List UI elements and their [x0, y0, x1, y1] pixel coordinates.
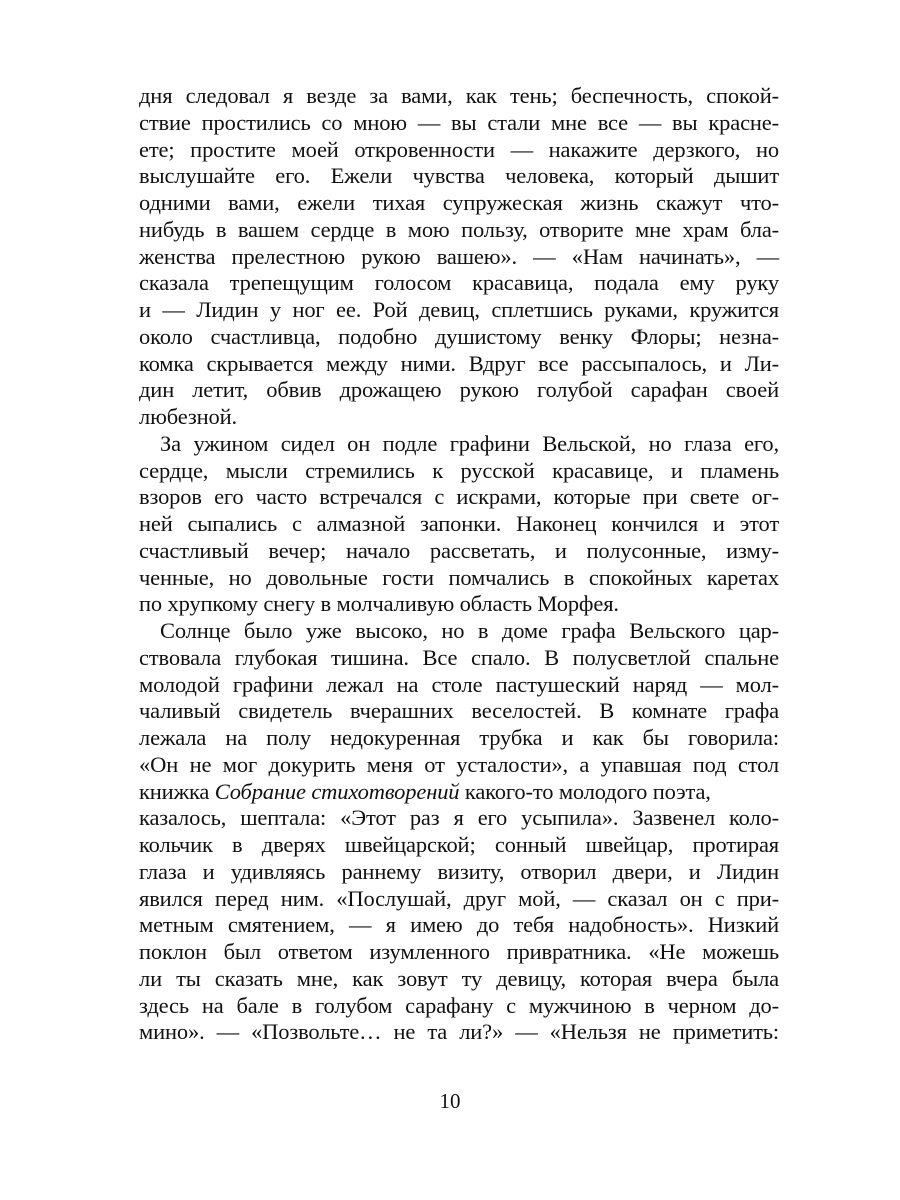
text-segment: книжка [139, 778, 215, 804]
text-line: около счастливца, подобно душистому венку Флоры; незна- [139, 323, 779, 349]
text-line: счастливый вечер; начало рассветать, и полусонные, изму- [139, 537, 779, 563]
text-line: женства прелестною рукою вашею». — «Нам начинать», — [139, 243, 779, 269]
text-line: ченные, но довольные гости помчались в спокойных каретах [139, 564, 779, 590]
text-line: дин летит, обвив дрожащею рукою голубой сарафан своей [139, 377, 779, 403]
text-line: ли ты сказать мне, как зовут ту девицу, которая вчера была [139, 965, 779, 991]
paragraph-first-line: За ужином сидел он подле графини Вельской, но глаза его, [160, 430, 779, 456]
text-line: сердце, мысли стремились к русской красавице, и пламень [139, 457, 779, 483]
text-line: «Он не мог докурить меня от усталости», а упавшая под стол [139, 751, 779, 777]
paragraph-last-line: любезной. [139, 404, 237, 429]
italic-book-title: Собрание стихотворений [214, 778, 460, 804]
text-line: мино». — «Позвольте… не та ли?» — «Нельзя не приметить: [139, 1019, 779, 1045]
page-number: 10 [439, 1089, 461, 1113]
text-line: сказала трепещущим голосом красавица, подала ему руку [139, 270, 779, 296]
text-line: поклон был ответом изумленного привратника. «Не можешь [139, 939, 779, 964]
text-line: дня следовал я везде за вами, как тень; беспечность, спокой- [139, 83, 779, 108]
text-line: кольчик в дверях швейцарской; сонный швейцар, протирая [139, 832, 779, 857]
text-line: казалось, шептала: «Этот раз я его усыпила». Зазвенел коло- [139, 805, 779, 831]
text-line: нибудь в вашем сердце в мою пользу, отворите мне храм бла- [139, 216, 779, 242]
text-line: ней сыпались с алмазной запонки. Наконец кончился и этот [139, 511, 779, 536]
text-line: ствие простились со мною — вы стали мне все — вы красне- [139, 109, 779, 135]
text-line: комка скрывается между ними. Вдруг все рассыпалось, и Ли- [139, 350, 779, 376]
text-line: выслушайте его. Ежели чувства человека, который дышит [139, 163, 779, 189]
text-line: ете; простите моей откровенности — накажите дерзкого, но [139, 136, 779, 162]
text-line: явился перед ним. «Послушай, друг мой, — сказал он с при- [139, 885, 779, 911]
body-text [139, 83, 779, 1046]
text-line: глаза и удивляясь раннему визиту, отворил двери, и Лидин [139, 858, 779, 884]
text-line: и — Лидин у ног ее. Рой девиц, сплетшись руками, кружится [139, 297, 779, 322]
text-line: чаливый свидетель вчерашних веселостей. В комнате графа [139, 698, 779, 724]
text-segment: какого-то молодого поэта, [459, 778, 711, 804]
text-line: здесь на бале в голубом сарафану с мужчиною в черном до- [139, 992, 779, 1018]
text-line: взоров его часто встречался с искрами, которые при свете ог- [139, 484, 779, 510]
text-line: молодой графини лежал на столе пастушеский наряд — мол- [139, 671, 779, 697]
text-line: метным смятением, — я имею до тебя надобность». Низкий [139, 912, 779, 938]
text-line: одними вами, ежели тихая супружеская жизнь скажут что- [139, 190, 779, 215]
text-line: лежала на полу недокуренная трубка и как бы говорила: [139, 725, 779, 750]
text-line: ствовала глубокая тишина. Все спало. В полусветлой спальне [139, 644, 779, 670]
paragraph-first-line: Солнце было уже высоко, но в доме графа Вельского цар- [160, 618, 779, 643]
paragraph-last-line: по хрупкому снегу в молчаливую область Морфея. [139, 591, 619, 617]
text-line-with-italic-title [139, 779, 779, 806]
